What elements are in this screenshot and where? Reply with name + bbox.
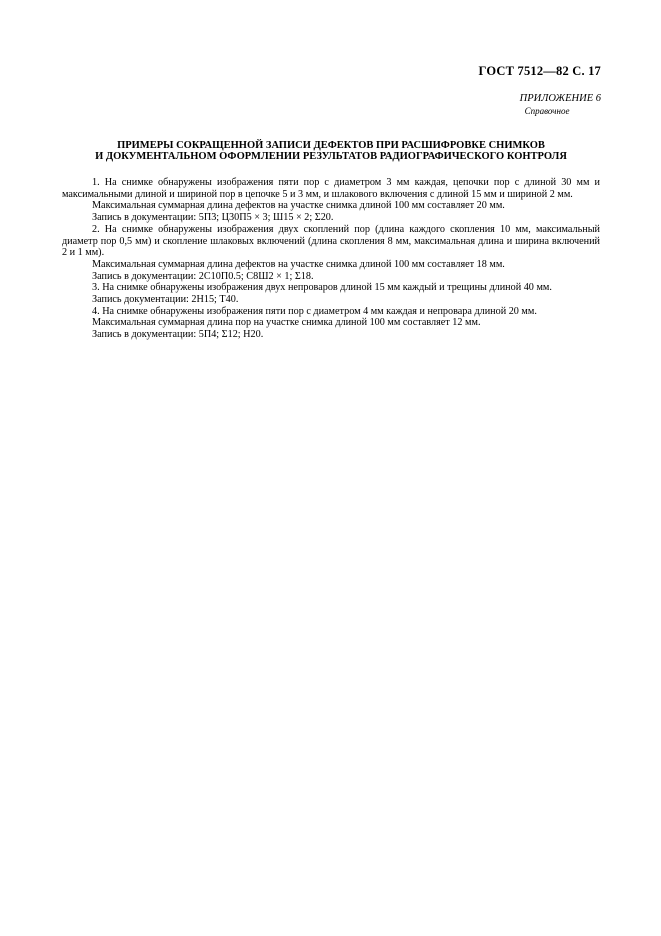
document-title: [62, 140, 600, 162]
paragraph: 1. На снимке обнаружены изображения пяти пор с диаметром 3 мм каждая, цепочки пор с длиной 30 мм и максимальными длиной и шириной пор в цепочке 5 и 3 мм, и шлакового включения с длиной 15 мм и шириной 2 мм.: [62, 177, 600, 200]
title-line-1: ПРИМЕРЫ СОКРАЩЕННОЙ ЗАПИСИ ДЕФЕКТОВ ПРИ РАСШИФРОВКЕ СНИМКОВ: [117, 140, 545, 151]
paragraph: Запись в документации: 5П4; Σ12; Н20.: [92, 329, 264, 341]
paragraph: Максимальная суммарная длина дефектов на участке снимка длиной 100 мм составляет 18 мм.: [92, 258, 505, 270]
paragraph: Запись документации: 2Н15; Т40.: [92, 294, 239, 306]
page-header-reference: ГОСТ 7512—82 С. 17: [478, 64, 601, 78]
paragraph: Запись в документации: 2С10П0.5; С8Ш2 × 1; Σ18.: [92, 270, 314, 282]
paragraph: 4. На снимке обнаружены изображения пяти пор с диаметром 4 мм каждая и непровара длиной 20 мм.: [92, 305, 537, 317]
paragraph: Максимальная суммарная длина пор на участке снимка длиной 100 мм составляет 12 мм.: [92, 317, 481, 329]
appendix-type: Справочное: [524, 106, 570, 116]
paragraph: 2. На снимке обнаружены изображения двух скоплений пор (длина каждого скопления 10 мм, максимальный диаметр пор 0,5 мм) и скопление шлаковых включений (длина скопления 8 мм, максимальная длина и ширина включений 2 и 1 мм).: [62, 223, 600, 259]
title-line-2: И ДОКУМЕНТАЛЬНОМ ОФОРМЛЕНИИ РЕЗУЛЬТАТОВ РАДИОГРАФИЧЕСКОГО КОНТРОЛЯ: [95, 151, 567, 162]
paragraph: Запись в документации: 5П3; Ц30П5 × 3; Ш15 × 2; Σ20.: [92, 212, 334, 224]
appendix-block: [520, 93, 601, 117]
appendix-label: ПРИЛОЖЕНИЕ 6: [519, 93, 601, 104]
paragraph: Максимальная суммарная длина дефектов на участке снимка длиной 100 мм составляет 20 мм.: [92, 200, 505, 212]
document-body: [62, 177, 600, 341]
paragraph: 3. На снимке обнаружены изображения двух непроваров длиной 15 мм каждый и трещины длиной 40 мм.: [92, 282, 552, 294]
